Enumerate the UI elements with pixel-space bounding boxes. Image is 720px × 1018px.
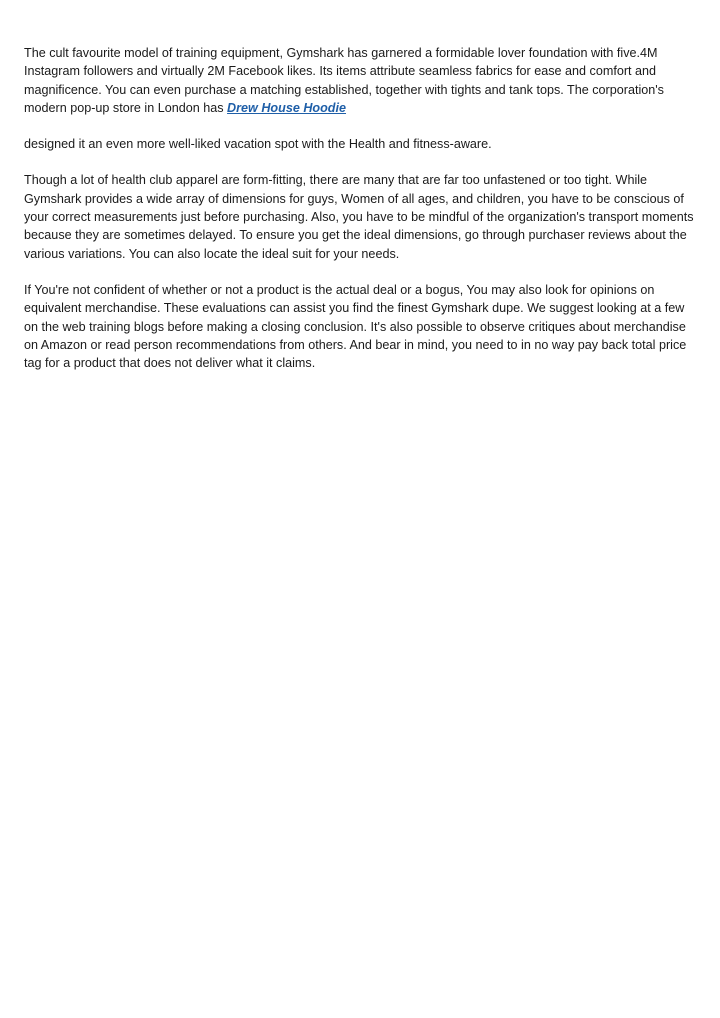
document-page	[24, 44, 698, 390]
paragraph-continuation: designed it an even more well-liked vacation spot with the Health and fitness-aware.	[24, 137, 492, 152]
paragraph-intro	[24, 44, 698, 117]
paragraph-reviews: If You're not confident of whether or not a product is the actual deal or a bogus, You may also look for opinions on equivalent merchandise. These evaluations can assist you find the finest Gymshark dupe. We suggest looking at a few on the web training blogs before making a closing conclusion. It's also possible to observe critiques about merchandise on Amazon or read person recommendations from others. And bear in mind, you need to in no way pay back total price tag for a product that does not deliver what it claims.	[24, 282, 687, 371]
paragraph-intro-text: The cult favourite model of training equipment, Gymshark has garnered a formidable lover foundation with five.4M Instagram followers and virtually 2M Facebook likes. Its items attribute seamless fabrics for ease and comfort and magnificence. You can even purchase a matching established, together with tights and tank tops. The corporation's modern pop-up store in London has	[24, 46, 664, 115]
drew-house-hoodie-link[interactable]: Drew House Hoodie	[227, 100, 347, 115]
paragraph-sizing: Though a lot of health club apparel are form-fitting, there are many that are far too unfastened or too tight. While Gymshark provides a wide array of dimensions for guys, Women of all ages, and children, you have to be conscious of your correct measurements just before purchasing. Also, you have to be mindful of the organization's transport moments because they are sometimes delayed. To ensure you get the ideal dimensions, go through purchaser reviews about the various variations. You can also locate the ideal suit for your needs.	[24, 173, 694, 261]
